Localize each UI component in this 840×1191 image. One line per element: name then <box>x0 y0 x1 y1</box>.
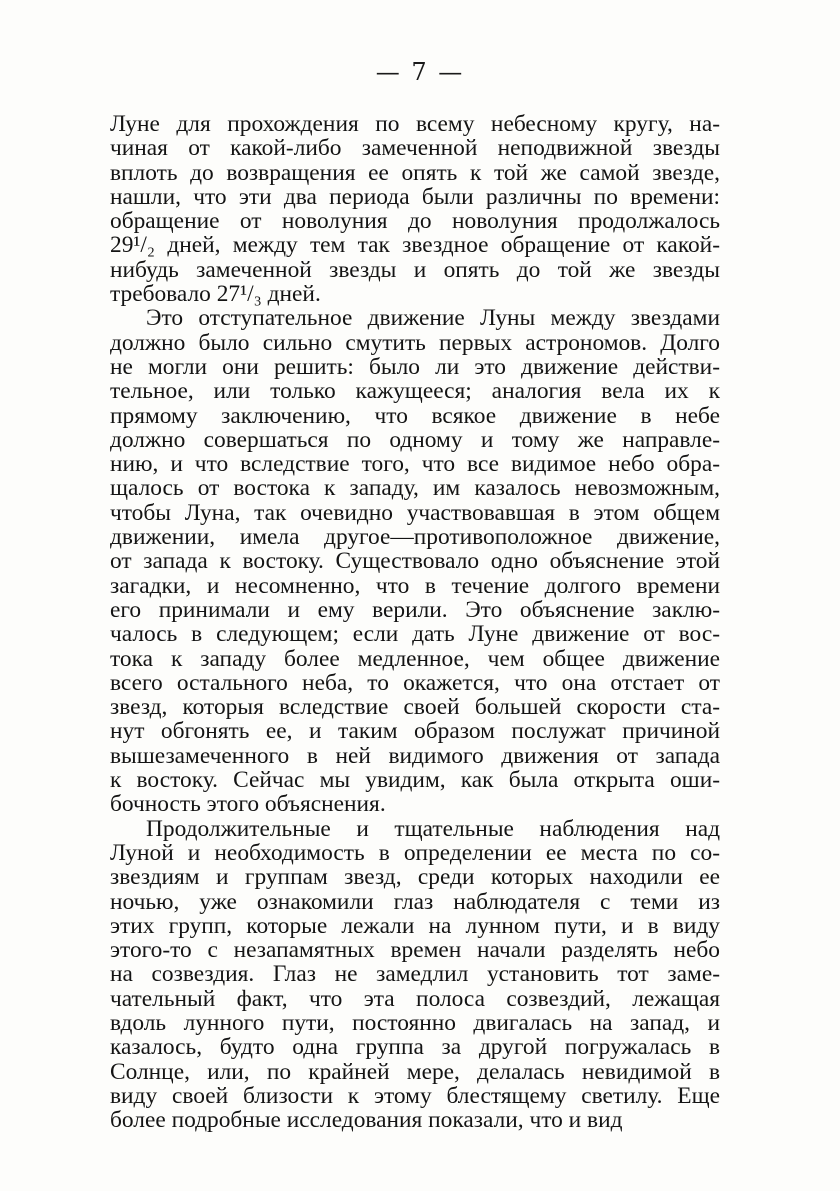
text-line: вдоль лунного пути, постоянно двигалась на запад, и <box>110 1009 720 1036</box>
text-line: к востоку. Сейчас мы увидим, как была открыта оши- <box>110 767 720 794</box>
text-line: чательный факт, что эта полоса созвездий, лежащая <box>110 985 720 1012</box>
text-line: звездиям и группам звезд, среди которых находили ее <box>110 864 720 891</box>
text-line: тока к западу более медленное, чем общее движение <box>110 645 720 672</box>
text-line: этого-то с незапамятных времен начали разделять небо <box>110 937 720 964</box>
text-line: всего остального неба, то окажется, что она отстает от <box>110 669 720 696</box>
text-line: вплоть до возвращения ее опять к той же самой звезде, <box>110 159 720 186</box>
text-line: казалось, будто одна группа за другой погружалась в <box>110 1034 720 1061</box>
text-line: 29¹/₂ дней, между тем так звездное обращение от какой- <box>110 232 720 259</box>
text-line: должно совершаться по одному и тому же направле- <box>110 426 720 453</box>
text-line: его принимали и ему верили. Это объяснение заклю- <box>110 596 720 623</box>
text-line: нут обгонять ее, и таким образом послужат причиной <box>110 718 720 745</box>
paragraph-2 <box>110 306 720 816</box>
text-line: бочность этого объяснения. <box>110 791 386 818</box>
text-line: Луне для прохождения по всему небесному кругу, на- <box>110 111 720 137</box>
page-number: — 7 — <box>375 58 465 86</box>
text-line: требовало 27¹/₃ дней. <box>110 281 321 308</box>
text-line: Луной и необходимость в определении ее места по со- <box>110 839 720 866</box>
text-line: от запада к востоку. Существовало одно объяснение этой <box>110 548 720 575</box>
text-line: чтобы Луна, так очевидно участвовавшая в этом общем <box>110 499 720 526</box>
text-line: звезд, которыя вследствие своей большей скорости ста- <box>110 694 720 721</box>
text-line: более подробные исследования показали, что и вид <box>110 1107 623 1134</box>
text-line: чалось в следующем; если дать Луне движение от вос- <box>110 621 720 648</box>
paragraph-1 <box>110 112 720 306</box>
text-line: ночью, уже ознакомили глаз наблюдателя с теми из <box>110 888 720 915</box>
text-line: загадки, и несомненно, что в течение долгого времени <box>110 572 720 599</box>
paragraph-3 <box>110 817 720 1133</box>
text-line: чиная от какой-либо замеченной неподвижной звезды <box>110 135 720 162</box>
text-line: этих групп, которые лежали на лунном пути, и в виду <box>110 912 720 939</box>
text-line: тельное, или только кажущееся; аналогия вела их к <box>110 378 720 405</box>
text-line: должно было сильно смутить первых астрономов. Долго <box>110 329 720 356</box>
text-line: нию, и что вследствие того, что все видимое небо обра- <box>110 451 720 478</box>
text-line: щалось от востока к западу, им казалось невозможным, <box>110 475 720 502</box>
text-line: не могли они решить: было ли это движение действи- <box>110 353 720 380</box>
text-line: вышезамеченного в ней видимого движения от запада <box>110 742 720 769</box>
text-line: нашли, что эти два периода были различны по времени: <box>110 183 720 210</box>
text-body <box>110 112 720 1132</box>
text-line: Солнце, или, по крайней мере, делалась невидимой в <box>110 1058 720 1085</box>
text-line: обращение от новолуния до новолуния продолжалось <box>110 208 720 235</box>
text-line: Это отступательное движение Луны между звездами <box>146 305 720 332</box>
text-line: виду своей близости к этому блестящему светилу. Еще <box>110 1082 720 1109</box>
text-line: нибудь замеченной звезды и опять до той же звезды <box>110 256 720 283</box>
text-line: прямому заключению, что всякое движение в небе <box>110 402 720 429</box>
text-line: Продолжительные и тщательные наблюдения над <box>146 815 720 842</box>
text-line: на созвездия. Глаз не замедлил установить тот заме- <box>110 961 720 988</box>
text-line: движении, имела другое—противоположное движение, <box>110 524 720 551</box>
